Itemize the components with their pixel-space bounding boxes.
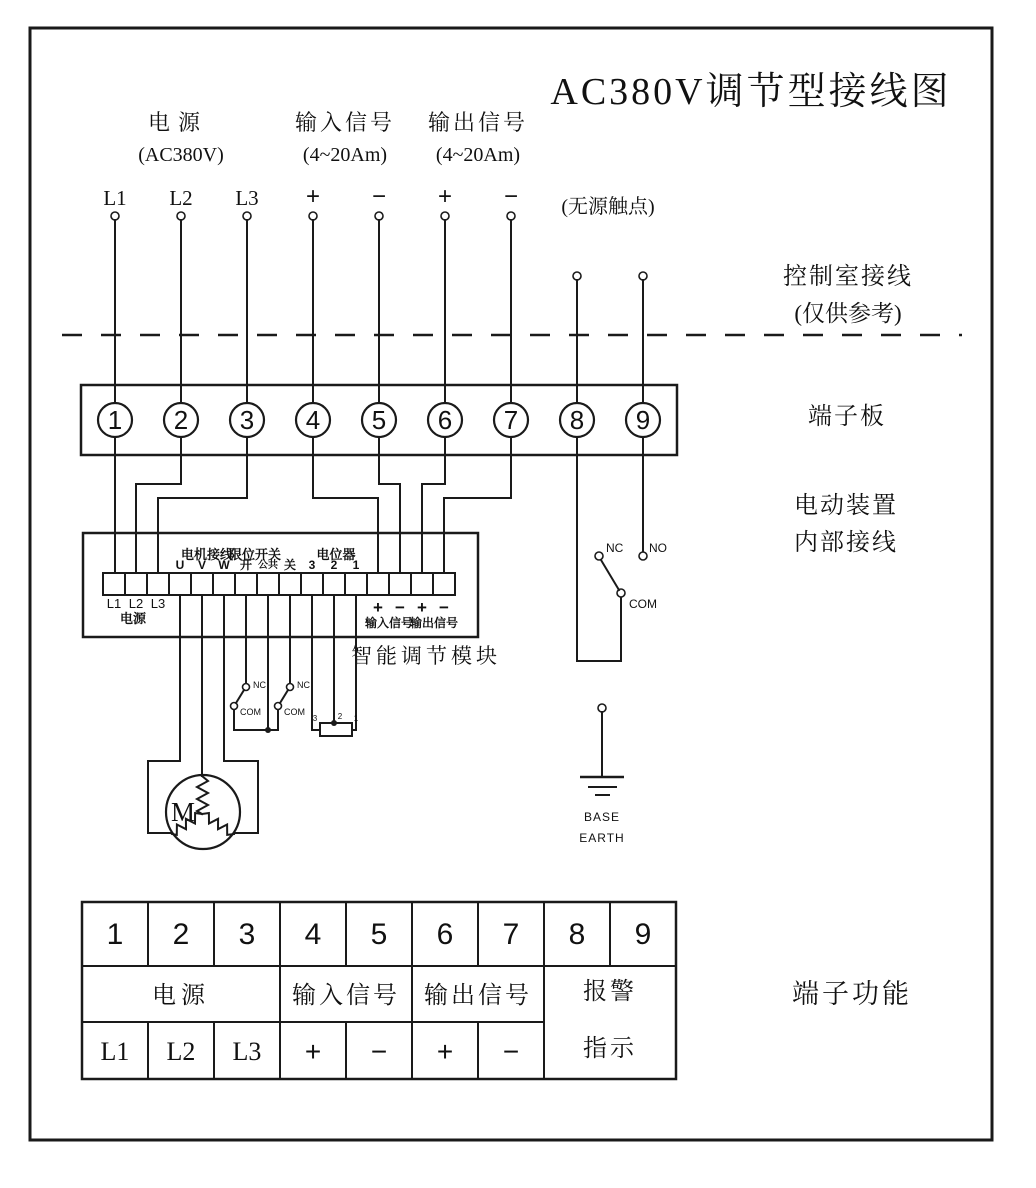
- module-pin-open: 开: [239, 558, 253, 572]
- power-group-sub: (AC380V): [138, 144, 224, 166]
- table-input-cell: 输入信号: [292, 983, 400, 1009]
- table-alarm-cell-line2: 指示: [583, 1036, 637, 1062]
- table-row3-l3: L3: [232, 1037, 262, 1066]
- module-pin-u: U: [175, 558, 185, 572]
- input-signal-sub: (4~20Am): [302, 144, 388, 166]
- limit-open-blade: [236, 690, 244, 703]
- module-sign-input-plus: +: [373, 598, 383, 617]
- module-pin-pot3: 3: [308, 558, 316, 572]
- limit-switch-open: [231, 680, 267, 717]
- stub-label-input-minus: −: [371, 183, 387, 210]
- module-sign-input-minus: −: [395, 598, 405, 617]
- terminal-board-note: 端子板: [808, 404, 886, 430]
- module-pot-group-label: 电位器: [316, 547, 356, 562]
- table-row3-output-plus: +: [436, 1036, 454, 1067]
- table-number-3: 3: [238, 918, 256, 951]
- table-number-8: 8: [568, 918, 586, 951]
- module-strip-dividers: [125, 573, 433, 595]
- module-sign-output-plus: +: [417, 598, 427, 617]
- stub-node-3: [243, 212, 251, 220]
- terminal-number-7: 7: [503, 405, 519, 435]
- motor-winding-top: [197, 776, 208, 814]
- stub-label-output-plus: +: [437, 183, 453, 210]
- stub-wires-1-7: [115, 220, 511, 403]
- module-pin-l1: L1: [106, 596, 122, 611]
- terminal-function-table: [82, 902, 676, 1079]
- terminal-number-8: 8: [569, 405, 585, 435]
- motor-label: M: [170, 797, 196, 827]
- potentiometer: [313, 712, 359, 736]
- alarm-blade: [601, 560, 619, 590]
- input-signal-label: 输入信号: [294, 110, 396, 135]
- terminal-number-4: 4: [305, 405, 321, 435]
- table-row3-input-minus: −: [370, 1036, 388, 1067]
- terminal-number-9: 9: [635, 405, 651, 435]
- table-number-9: 9: [634, 918, 652, 951]
- table-number-1: 1: [106, 918, 124, 951]
- terminal-number-6: 6: [437, 405, 453, 435]
- module-pin-close: 关: [283, 558, 297, 572]
- pot-terminal-1-label: 1: [353, 714, 359, 723]
- stub-label-l1: L1: [103, 186, 127, 210]
- stub-node-2: [177, 212, 185, 220]
- table-row3-l2: L2: [166, 1037, 196, 1066]
- terminal-number-2: 2: [173, 405, 189, 435]
- terminal-number-5: 5: [371, 405, 387, 435]
- junction-dot-limit-common: [265, 727, 271, 733]
- table-number-7: 7: [502, 918, 520, 951]
- stub-label-input-plus: +: [305, 183, 321, 210]
- module-sign-output-minus: −: [439, 598, 449, 617]
- alarm-nc-contact: [595, 552, 603, 560]
- module-pin-common: 公共: [258, 560, 278, 571]
- terminal-function-note: 端子功能: [792, 979, 912, 1009]
- module-pin-l2: L2: [128, 596, 144, 611]
- limit-close-nc-label: NC: [297, 680, 310, 690]
- ground-terminal-node: [598, 704, 606, 712]
- alarm-com-label: COM: [629, 597, 657, 611]
- limit-open-nc-label: NC: [253, 680, 266, 690]
- stub-node-5: [375, 212, 383, 220]
- wire-t6: [422, 437, 445, 573]
- limit-close-blade: [280, 690, 288, 703]
- terminal-number-3: 3: [239, 405, 255, 435]
- table-output-cell: 输出信号: [424, 983, 532, 1009]
- table-alarm-cell-line1: 报警: [583, 979, 637, 1005]
- module-pin-l3: L3: [150, 596, 166, 611]
- terminal-board-terminals: [98, 403, 660, 437]
- alarm-no-label: NO: [649, 541, 667, 555]
- table-number-5: 5: [370, 918, 388, 951]
- module-pin-pot2: 2: [330, 558, 338, 572]
- base-earth-ground: [579, 704, 624, 845]
- module-power-label: 电源: [119, 611, 147, 626]
- module-input-signal-label: 输入信号: [364, 616, 414, 630]
- stub-node-8: [573, 272, 581, 280]
- limit-open-com-label: COM: [240, 707, 261, 717]
- terminal-number-1: 1: [107, 405, 123, 435]
- ground-label-base: BASE: [583, 810, 621, 824]
- alarm-no-contact: [639, 552, 647, 560]
- control-room-note-line2: (仅供参考): [794, 301, 902, 326]
- pot-terminal-2-label: 2: [337, 712, 343, 721]
- wire-t5: [379, 437, 400, 573]
- stub-node-4: [309, 212, 317, 220]
- smart-module-name: 智能调节模块: [351, 644, 501, 668]
- table-power-cell: 电源: [152, 983, 210, 1009]
- stub-label-l2: L2: [169, 186, 193, 210]
- dry-contact-label: (无源触点): [561, 196, 655, 218]
- table-number-4: 4: [304, 918, 322, 951]
- stub-label-output-minus: −: [503, 183, 519, 210]
- motor-winding-right: [202, 813, 234, 835]
- wire-pot-3: [312, 595, 320, 730]
- output-signal-sub: (4~20Am): [435, 144, 521, 166]
- motor: [166, 775, 240, 849]
- limit-switch-close: [275, 680, 311, 717]
- diagram-title: AC380V调节型接线图: [550, 71, 952, 113]
- module-motor-group-label: 电机接线: [180, 547, 234, 562]
- device-note-line1: 电动装置: [794, 493, 898, 519]
- stub-node-7: [507, 212, 515, 220]
- output-signal-label: 输出信号: [427, 110, 529, 135]
- module-pin-w: W: [218, 558, 230, 572]
- table-row3-input-plus: +: [304, 1036, 322, 1067]
- table-number-6: 6: [436, 918, 454, 951]
- stub-node-6: [441, 212, 449, 220]
- power-group-label: 电源: [147, 110, 209, 135]
- module-pin-pot1: 1: [352, 558, 360, 572]
- ground-label-earth: EARTH: [579, 831, 625, 845]
- table-row3-output-minus: −: [502, 1036, 520, 1067]
- alarm-contact: [595, 541, 667, 611]
- pot-terminal-3-label: 3: [312, 714, 318, 723]
- stub-label-l3: L3: [235, 186, 259, 210]
- table-row3-l1: L1: [100, 1037, 130, 1066]
- module-pin-v: V: [197, 558, 207, 572]
- module-limit-group-label: 限位开关: [228, 547, 282, 562]
- device-note-line2: 内部接线: [794, 530, 898, 556]
- table-number-2: 2: [172, 918, 190, 951]
- stub-node-1: [111, 212, 119, 220]
- stub-node-9: [639, 272, 647, 280]
- limit-close-com-label: COM: [284, 707, 305, 717]
- field-wiring-stubs: [111, 212, 647, 403]
- alarm-nc-label: NC: [606, 541, 624, 555]
- control-room-note-line1: 控制室接线: [783, 264, 913, 290]
- module-output-signal-label: 输出信号: [409, 616, 459, 630]
